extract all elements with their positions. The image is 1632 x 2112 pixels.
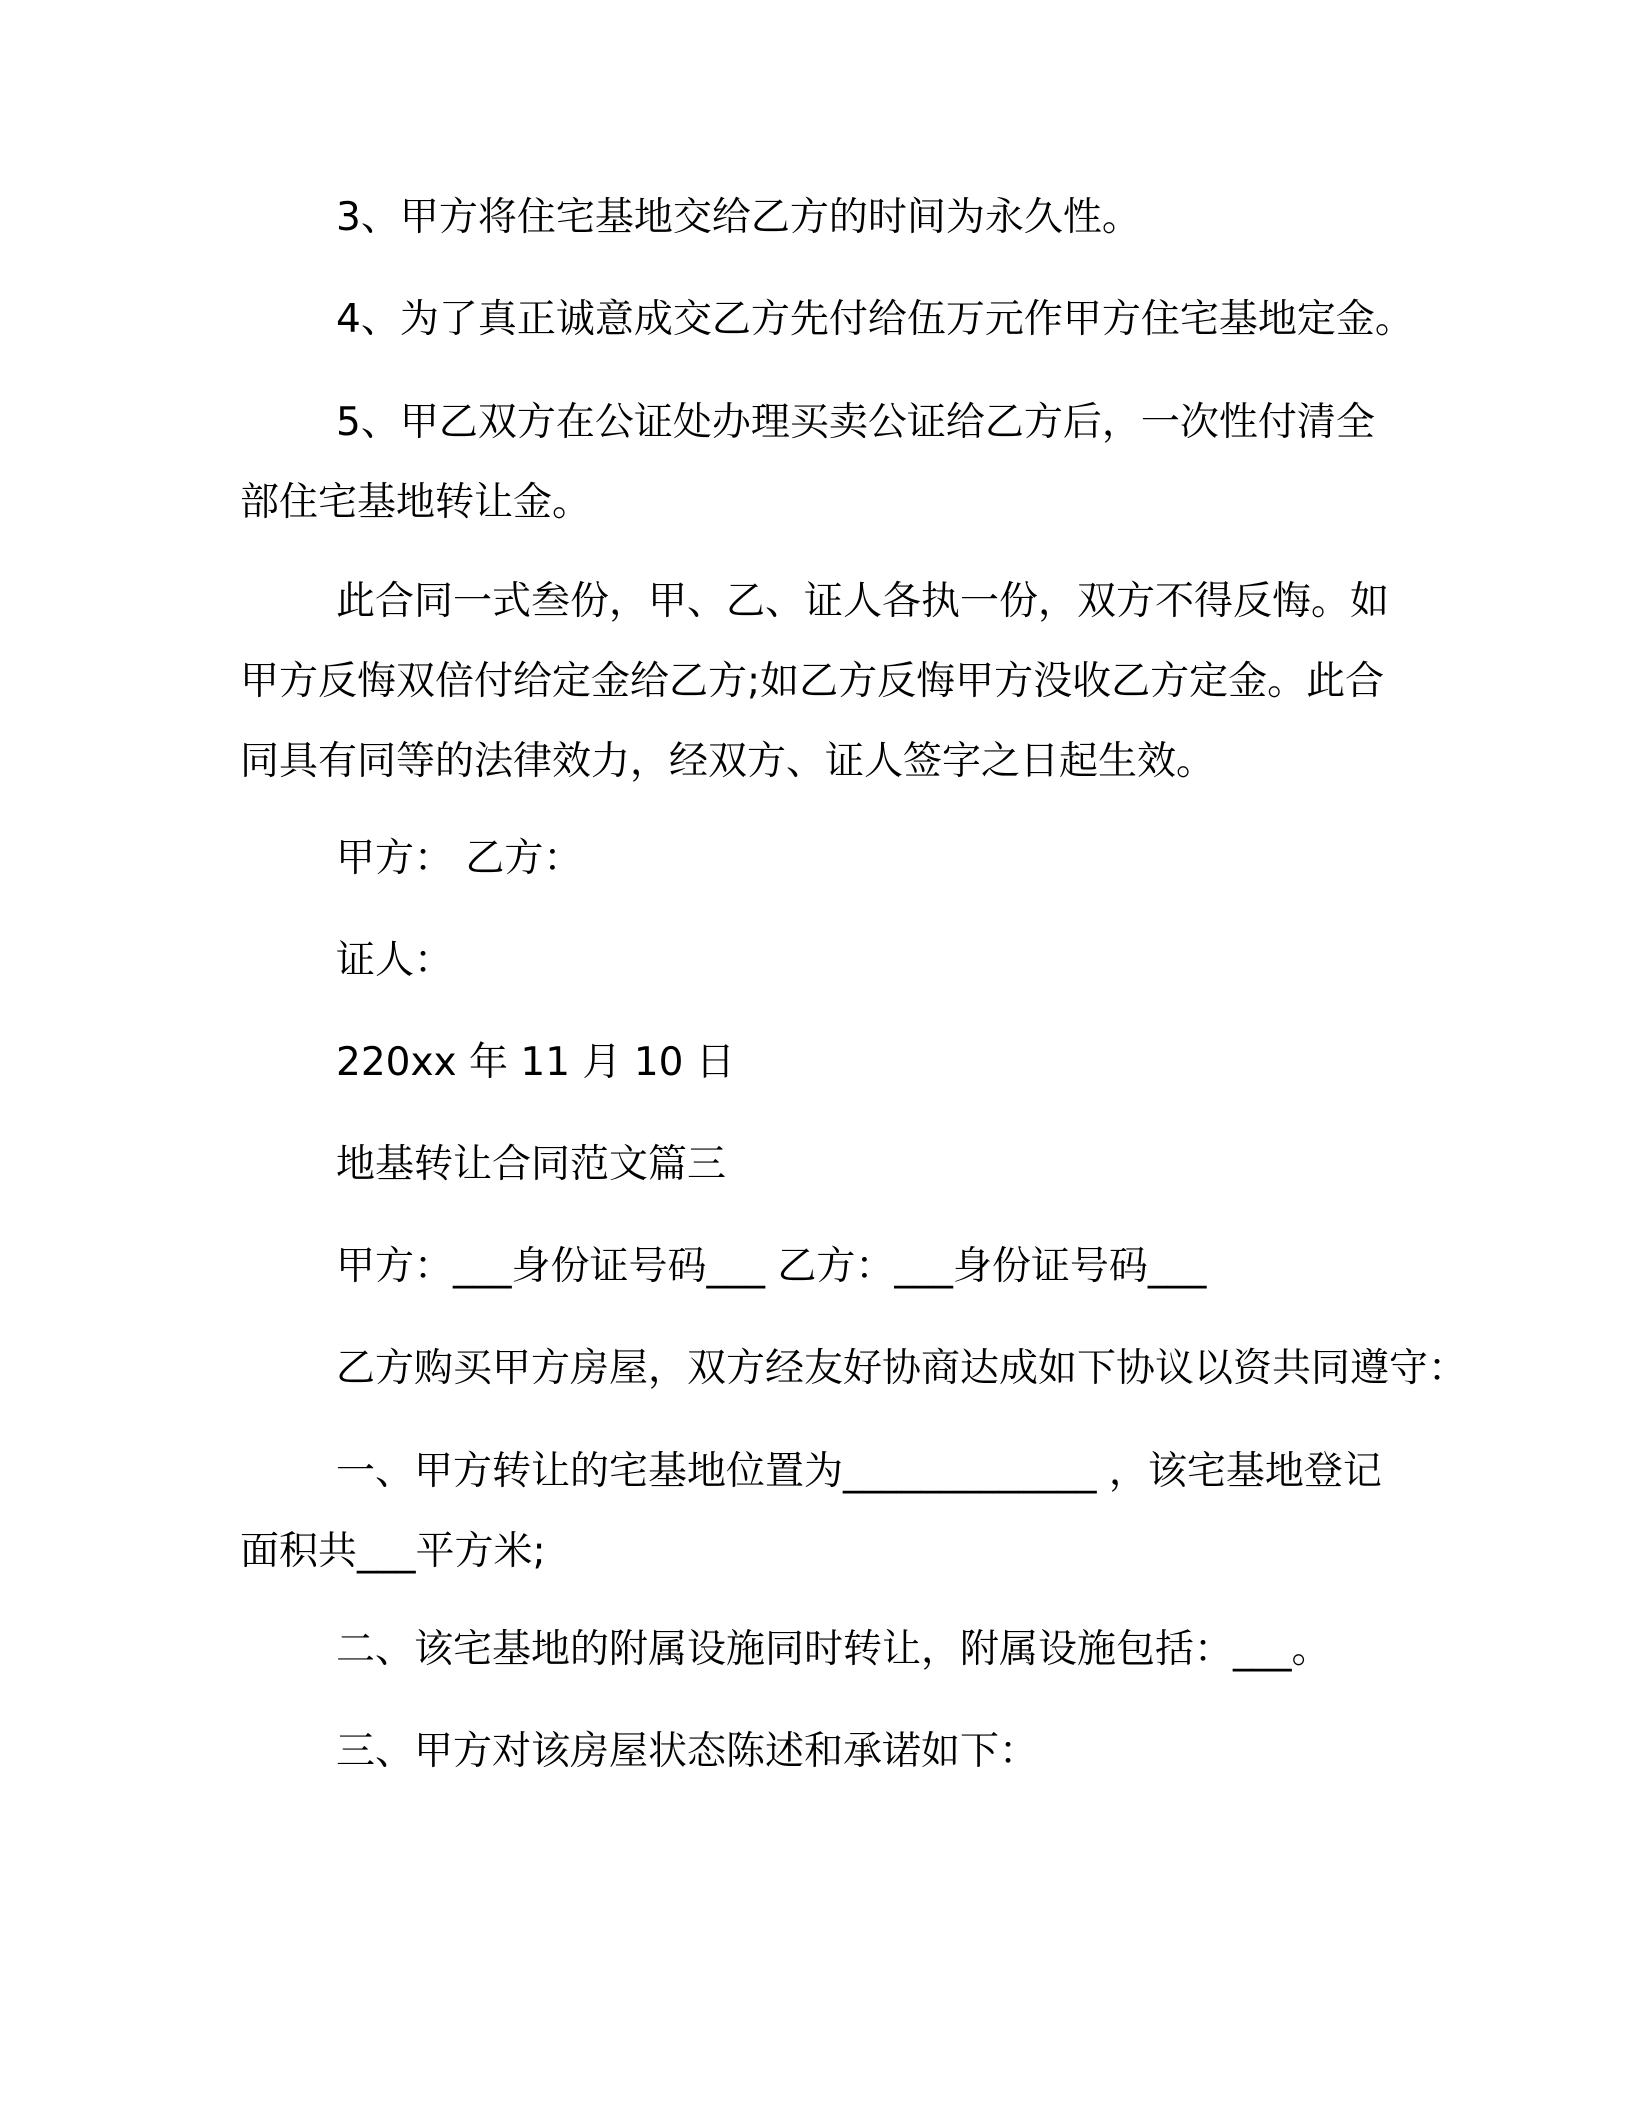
article-2: 二、该宅基地的附属设施同时转让，附属设施包括：___。	[336, 1627, 1331, 1672]
date-line: 220xx 年 11 月 10 日	[336, 1040, 735, 1085]
clause-5: 5、甲乙双方在公证处办理买卖公证给乙方后，一次性付清全部住宅基地转让金。	[240, 400, 1375, 525]
section-title: 地基转让合同范文篇三	[336, 1142, 727, 1187]
clause-4: 4、为了真正诚意成交乙方先付给伍万元作甲方住宅基地定金。	[336, 297, 1414, 342]
agreement-intro: 乙方购买甲方房屋，双方经友好协商达成如下协议以资共同遵守：	[336, 1346, 1468, 1391]
contract-copies-paragraph: 此合同一式叁份，甲、乙、证人各执一份，双方不得反悔。如甲方反悔双倍付给定金给乙方;如乙方反悔甲方没收乙方定金。此合同具有同等的法律效力，经双方、证人签字之日起生效。	[240, 579, 1390, 784]
article-1: 一、甲方转让的宅基地位置为_____________ ，该宅基地登记面积共___平方米;	[240, 1449, 1382, 1574]
clause-3: 3、甲方将住宅基地交给乙方的时间为永久性。	[336, 195, 1141, 240]
witness-line: 证人：	[336, 938, 454, 983]
article-3: 三、甲方对该房屋状态陈述和承诺如下：	[336, 1729, 1039, 1774]
parties-id-line: 甲方：___身份证号码___ 乙方：___身份证号码___	[336, 1244, 1207, 1289]
party-signature-line: 甲方： 乙方：	[336, 836, 583, 881]
